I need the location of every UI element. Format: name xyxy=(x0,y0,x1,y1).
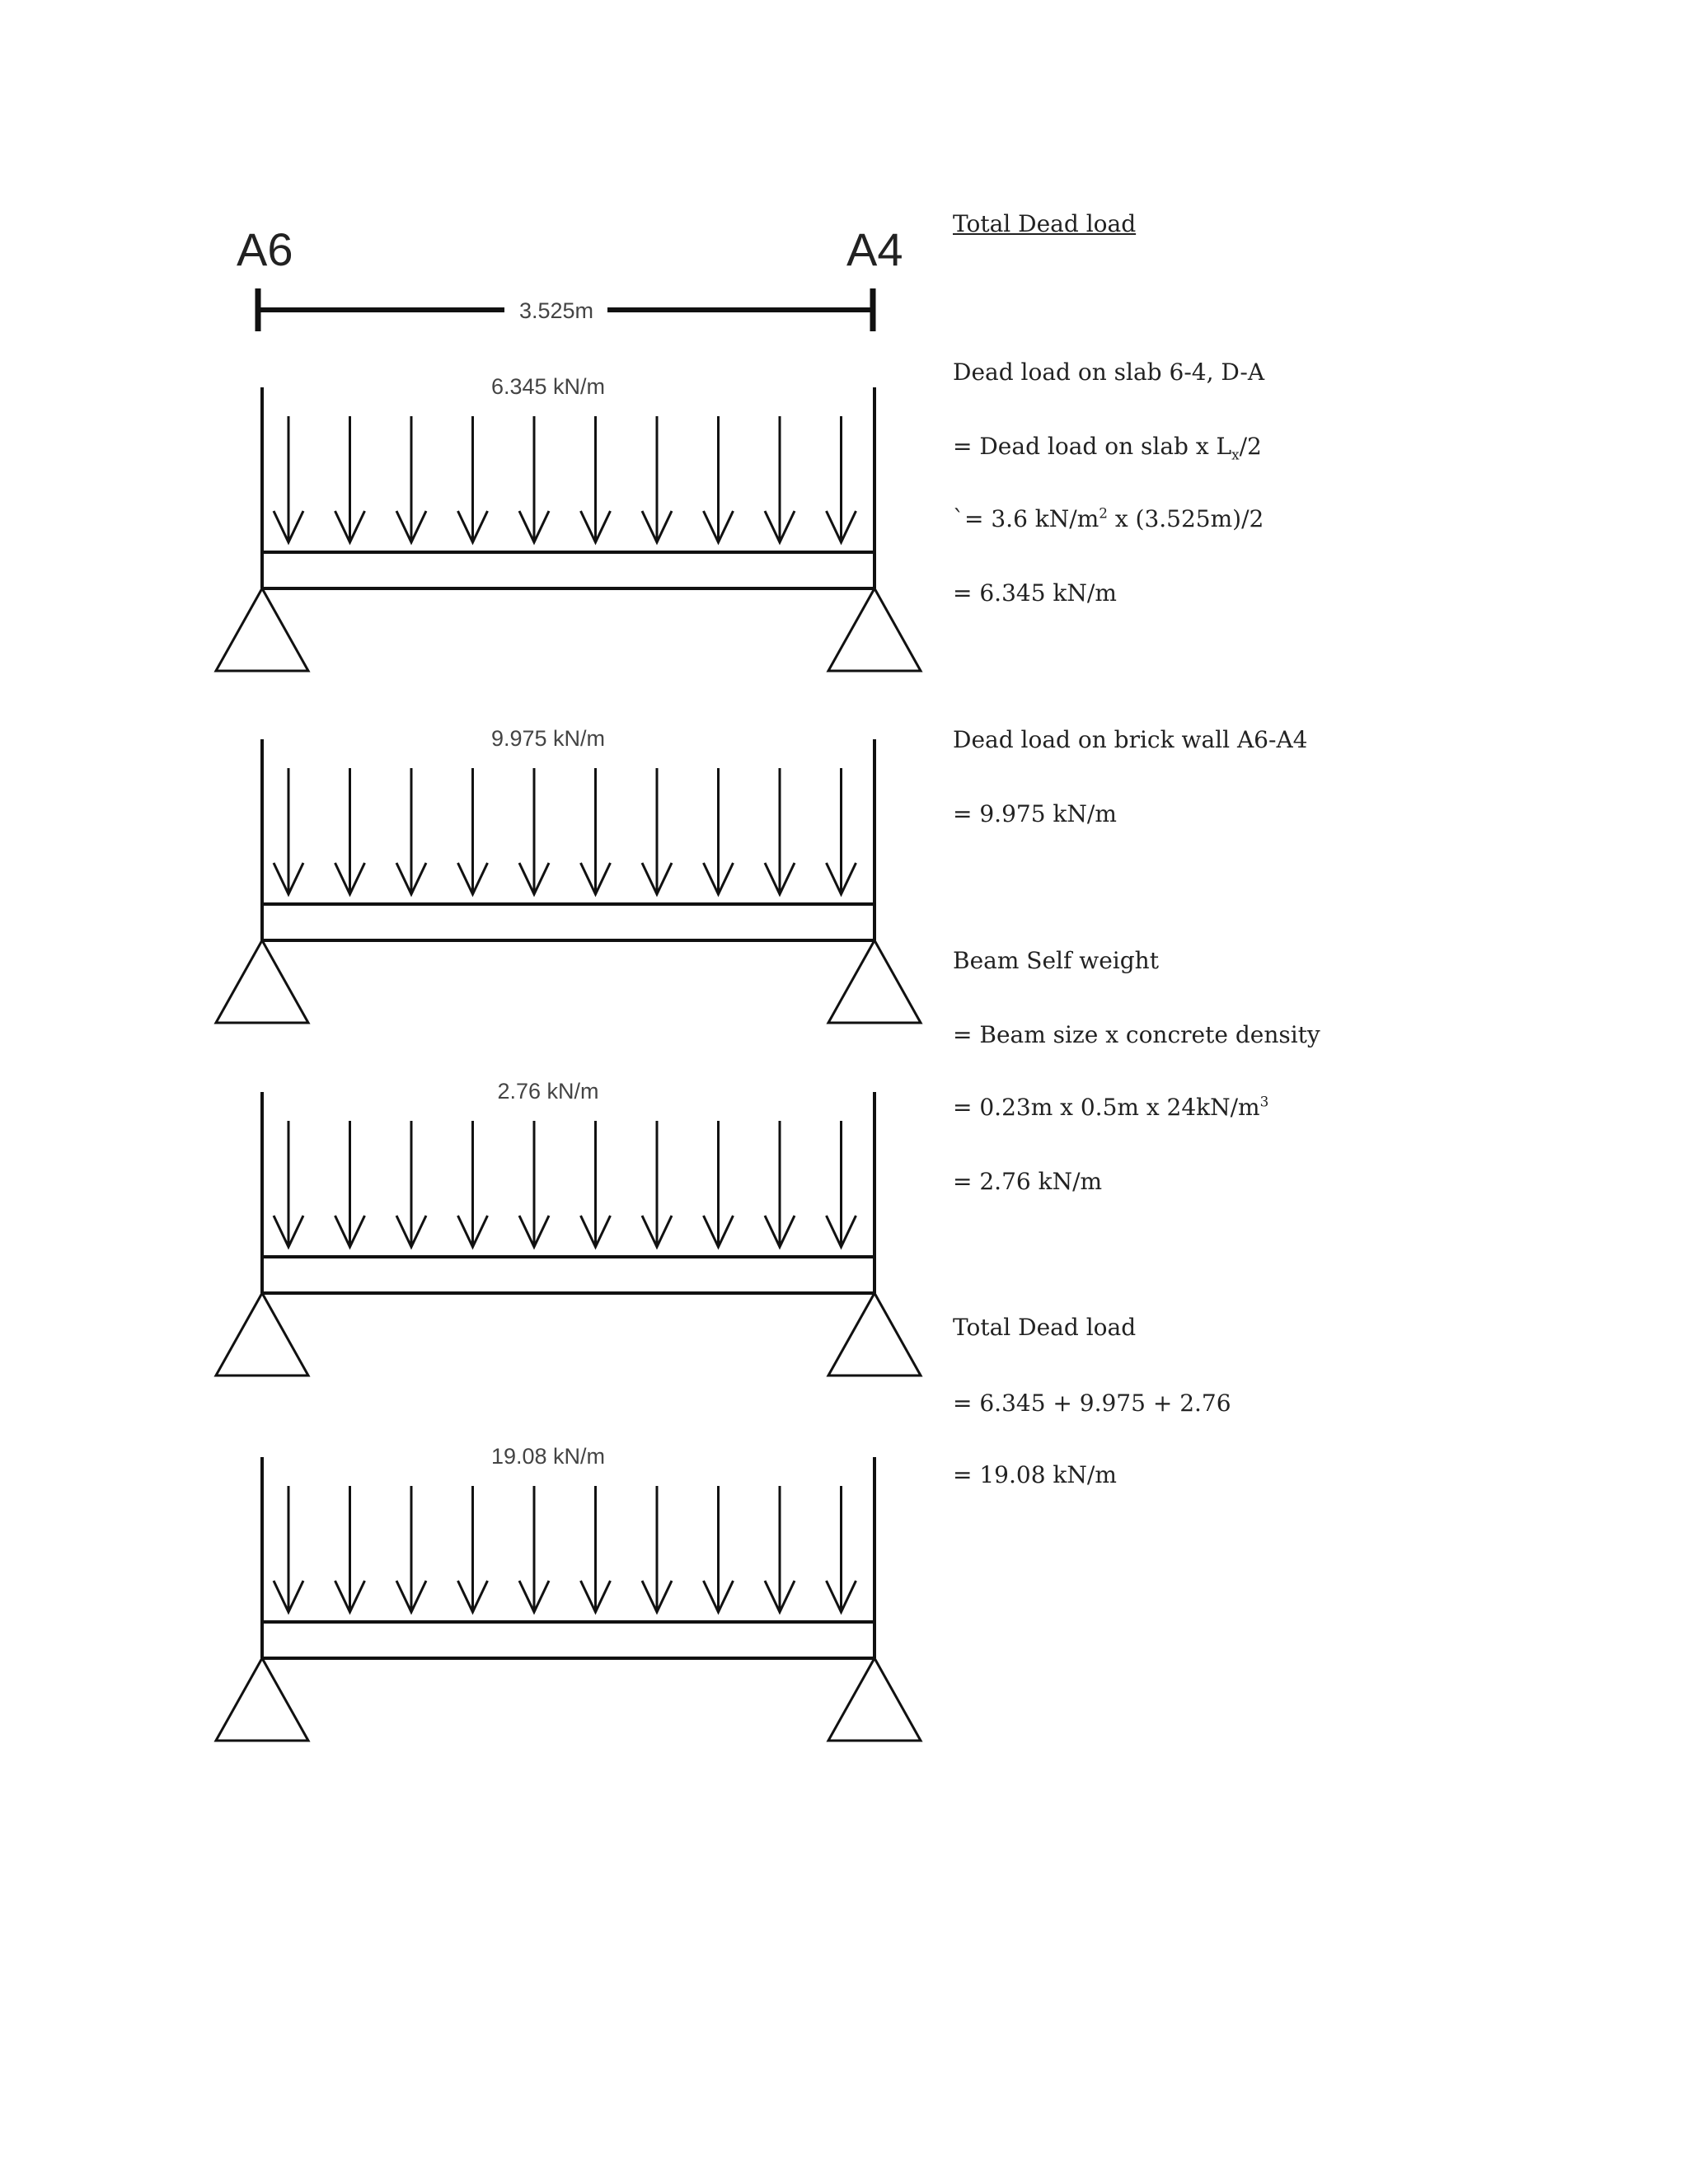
load-panel-4 xyxy=(216,1444,921,1741)
pin-support-right xyxy=(828,1658,921,1741)
load-panel-1 xyxy=(216,374,921,671)
span-label: 3.525m xyxy=(518,298,594,323)
pin-support-right xyxy=(828,588,921,671)
beam-substitution: = 0.23m x 0.5m x $24kN/m^3$ xyxy=(953,1093,1269,1121)
load-label: 19.08 kN/m xyxy=(490,1444,606,1469)
slab-substitution: `= 3.6 $kN/m^2$ x (3.525m)/2 xyxy=(953,504,1264,532)
wall-result: = 9.975 kN/m xyxy=(953,800,1117,827)
slab-formula: = Dead load on slab x $L_x/2$ xyxy=(953,433,1262,463)
pin-support-right xyxy=(828,1293,921,1376)
wall-title: Dead load on brick wall A6-A4 xyxy=(953,726,1308,753)
heading-total-dead-load: Total Dead load xyxy=(953,210,1137,237)
slab-result: = 6.345 kN/m xyxy=(953,579,1117,607)
pin-support-left xyxy=(216,1658,308,1741)
beam-formula: = Beam size x concrete density xyxy=(953,1021,1320,1048)
total-title: Total Dead load xyxy=(953,1314,1137,1341)
support-label-left: A6 xyxy=(237,223,293,275)
total-formula: = 6.345 + 9.975 + 2.76 xyxy=(953,1390,1231,1417)
span-header xyxy=(237,223,903,331)
load-label: 9.975 kN/m xyxy=(490,726,606,751)
load-label: 2.76 kN/m xyxy=(497,1079,599,1104)
pin-support-right xyxy=(828,940,921,1023)
total-result: = 19.08 kN/m xyxy=(953,1461,1117,1488)
support-label-right: A4 xyxy=(846,223,903,275)
beam-title: Beam Self weight xyxy=(953,947,1159,974)
load-panels xyxy=(216,374,921,1741)
pin-support-left xyxy=(216,1293,308,1376)
load-panel-2 xyxy=(216,726,921,1023)
beam-load-diagram xyxy=(0,0,956,1813)
beam-result: = 2.76 kN/m xyxy=(953,1168,1103,1195)
pin-support-left xyxy=(216,588,308,671)
slab-title: Dead load on slab 6-4, D-A xyxy=(953,359,1265,386)
pin-support-left xyxy=(216,940,308,1023)
load-panel-3 xyxy=(216,1079,921,1376)
load-label: 6.345 kN/m xyxy=(490,374,606,399)
